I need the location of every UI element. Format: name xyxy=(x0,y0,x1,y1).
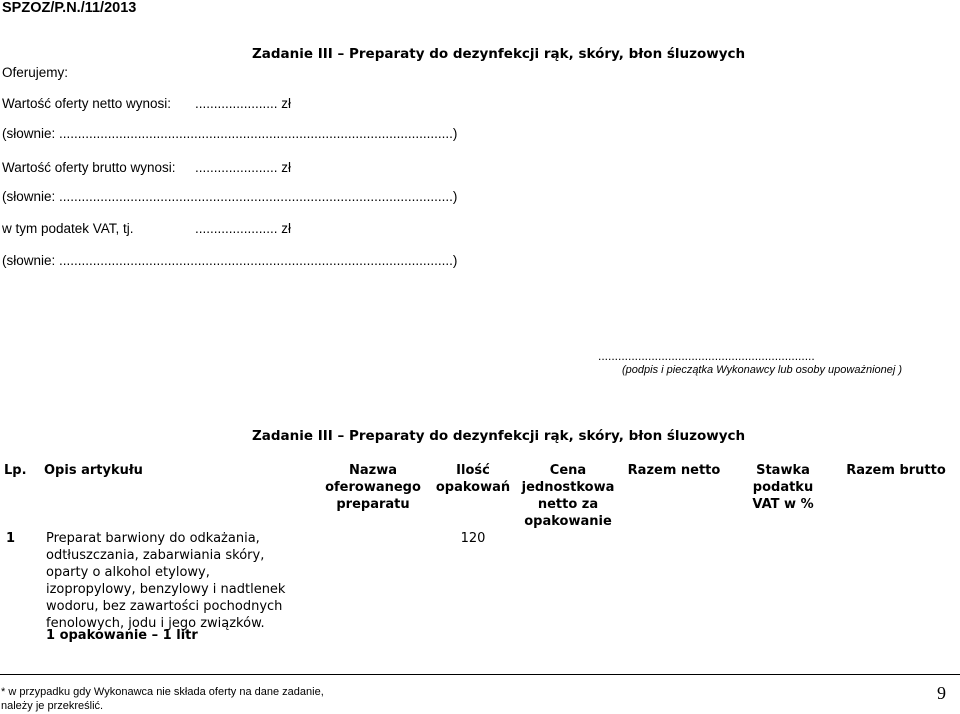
net-value-field[interactable]: ...................... zł xyxy=(195,96,292,111)
header-vat-rate: Stawka podatku VAT w % xyxy=(752,463,814,512)
vat-words-field[interactable]: (słownie: .........................................................................................................) xyxy=(2,253,458,268)
offering-label: Oferujemy: xyxy=(2,65,69,80)
gross-value-field[interactable]: ...................... zł xyxy=(195,160,292,175)
row-unit-price-cell[interactable] xyxy=(522,530,616,630)
vat-value-field[interactable]: ...................... zł xyxy=(195,221,292,236)
row-gross-total-cell[interactable] xyxy=(840,530,952,630)
row-net-total-cell[interactable] xyxy=(620,530,730,630)
table-title: Zadanie III – Preparaty do dezynfekcji rąk, skóry, błon śluzowych xyxy=(252,428,746,444)
offer-task-title: Zadanie III – Preparaty do dezynfekcji rąk, skóry, błon śluzowych xyxy=(252,46,746,62)
header-product-name: Nazwa oferowanego preparatu xyxy=(325,463,421,512)
signature-dots[interactable]: ................................................................. xyxy=(598,349,815,363)
header-gross-total: Razem brutto xyxy=(846,463,946,478)
gross-value-words-field[interactable]: (słownie: .........................................................................................................) xyxy=(2,189,458,204)
row-package: 1 opakowanie – 1 litr xyxy=(46,628,198,643)
footnote: * w przypadku gdy Wykonawca nie składa oferty na dane zadanie, należy je przekreślić. xyxy=(1,686,324,712)
signature-caption: (podpis i pieczątka Wykonawcy lub osoby upoważnionej ) xyxy=(622,364,903,376)
row-vat-rate-cell[interactable] xyxy=(740,530,830,630)
row-quantity: 120 xyxy=(460,531,486,546)
vat-label: w tym podatek VAT, tj. xyxy=(2,221,134,236)
row-product-name-cell[interactable] xyxy=(330,530,420,630)
document-reference: SPZOZ/P.N./11/2013 xyxy=(2,0,137,16)
net-value-words-field[interactable]: (słownie: .........................................................................................................) xyxy=(2,126,458,141)
footer-divider xyxy=(0,674,960,675)
gross-value-label: Wartość oferty brutto wynosi: xyxy=(2,160,176,175)
net-value-label: Wartość oferty netto wynosi: xyxy=(2,96,172,111)
row-description: Preparat barwiony do odkażania, odtłuszczania, zabarwiania skóry, oparty o alkohol etylowy, izopropylowy, benzylowy i nadtlenek wodoru, bez zawartości pochodnych fenolowych, jodu i jego związków. xyxy=(46,531,286,631)
header-net-total: Razem netto xyxy=(627,463,721,478)
row-lp: 1 xyxy=(6,531,16,546)
header-unit-price: Cena jednostkowa netto za opakowanie xyxy=(521,463,615,529)
header-description: Opis artykułu xyxy=(44,463,143,478)
page-number: 9 xyxy=(937,683,946,703)
header-quantity: Ilość opakowań xyxy=(435,463,511,495)
header-lp: Lp. xyxy=(4,463,27,478)
